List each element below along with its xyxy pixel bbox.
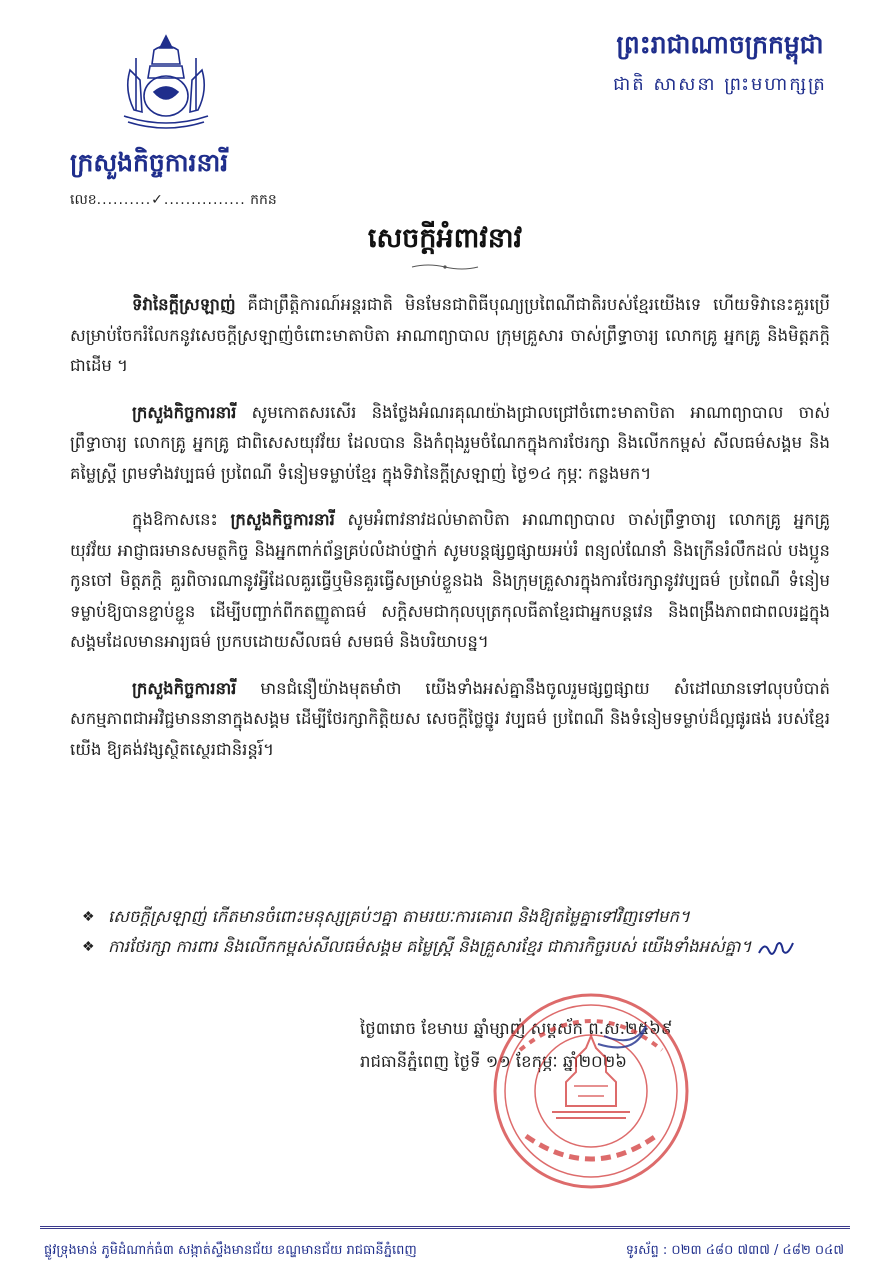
paragraph-text: សូមអំពាវនាវដល់មាតាបិតា អាណាព្យាបាល ចាស់ព្រឹទ្ធាចារ្យ លោកគ្រូ អ្នកគ្រូ យុវវ័យ អាជ្ញាធរមានសមត្ថកិច្ច និងអ្នកពាក់ព័ន្ធគ្រប់លំដាប់ថ្នាក់ សូមបន្តផ្សព្វផ្សាយអប់រំ ពន្យល់ណែនាំ និងក្រើនរំលឹកដល់ បងប្អូន កូនចៅ មិត្តភក្តិ គួរពិចារណានូវអ្វីដែលគួរធ្វើឬមិនគួរធ្វើសម្រាប់ខ្លួនឯង និងក្រុមគ្រួសារក្នុងការថែរក្សានូវវប្បធម៌ ប្រពៃណី ទំនៀមទម្លាប់ឱ្យបានខ្ជាប់ខ្ជួន ដើម្បីបញ្ជាក់ពីកតញ្ញូតាធម៌ សក្តិសមជាកុលបុត្រកុលធីតាខ្មែរជាអ្នកបន្តវេន និងពង្រឹងភាពជាពលរដ្ឋក្នុងសង្គមដែលមានអារ្យធម៌ ប្រកបដោយសីលធម៌ សមធម៌ និងបរិយាបន្ន។ [70, 510, 830, 651]
document-title: សេចក្តីអំពាវនាវ [367, 223, 523, 254]
paragraph-text: គឺជាព្រឹត្តិការណ៍អន្តរជាតិ មិនមែនជាពិធីបុណ្យប្រពៃណីជាតិរបស់ខ្មែរយើងទេ ហើយទិវានេះគួរប្រើសម្រាប់ចែករំលែកនូវសេចក្តីស្រឡាញ់ចំពោះមាតាបិតា អាណាព្យាបាល ក្រុមគ្រួសារ ចាស់ព្រឹទ្ធាចារ្យ លោកគ្រូ អ្នកគ្រូ និងមិត្តភក្តិជាដើម ។ [70, 295, 830, 375]
footer-address: ផ្លូវទ្រុងមាន់ ភូមិដំណាក់ធំ៣ សង្កាត់ស្ទឹងមានជ័យ ខណ្ឌមានជ័យ រាជធានីភ្នំពេញ [44, 1243, 417, 1258]
paragraph-lead: ក្រសួងកិច្ចការនារី [230, 510, 335, 529]
reference-label: លេខ [70, 192, 97, 208]
diamond-bullet-icon: ❖ [82, 909, 95, 925]
bullet-list [82, 902, 842, 962]
reference-number [70, 190, 277, 211]
bullet-text: សេចក្តីស្រឡាញ់ កើតមានចំពោះមនុស្សគ្រប់ៗគ្នា តាមរយៈការគោរព និងឱ្យតម្លៃគ្នាទៅវិញទៅមក។ [108, 907, 690, 926]
paragraph-lead: ក្រសួងកិច្ចការនារី [132, 402, 237, 422]
reference-suffix: កកន [250, 192, 277, 208]
royal-emblem-icon [110, 30, 222, 130]
diamond-bullet-icon: ❖ [82, 939, 95, 955]
bullet-text [108, 932, 797, 962]
footer-phone: ទូរស័ព្ទ : ០២៣ ៤៨០ ៧៣៧ / ៤៨២ ០៤៧ [625, 1243, 844, 1258]
paragraph-4 [70, 674, 830, 766]
paragraph-1 [70, 290, 830, 382]
lunar-date: ថ្ងៃ៣រោច ខែមាឃ ឆ្នាំម្សាញ់ សប្តស័ក ព.ស.២៥៦៩ [360, 1019, 673, 1038]
paragraph-lead: ក្រសួងកិច្ចការនារី [132, 678, 237, 698]
kingdom-heading [590, 30, 850, 99]
national-motto: ជាតិ សាសនា ព្រះមហាក្សត្រ [613, 74, 827, 95]
official-stamp-icon [486, 986, 696, 1196]
paragraph-2 [70, 398, 830, 490]
signature-initials-icon [757, 937, 797, 959]
document-body [70, 290, 830, 781]
footer [44, 1242, 844, 1261]
list-item [82, 932, 842, 962]
paragraph-pre: ក្នុងឱកាសនេះ [132, 510, 231, 529]
paragraph-3 [70, 505, 830, 658]
title-flourish-icon [410, 262, 480, 272]
paragraph-text: សូមកោតសរសើរ និងថ្លែងអំណរគុណយ៉ាងជ្រាលជ្រៅចំពោះមាតាបិតា អាណាព្យាបាល ចាស់ព្រឹទ្ធាចារ្យ លោកគ្រូ អ្នកគ្រូ ជាពិសេសយុវវ័យ ដែលបាន និងកំពុងរួមចំណែកក្នុងការថែរក្សា និងលើកកម្ពស់ សីលធម៌សង្គម និងគម្លៃស្ត្រី ព្រមទាំងវប្បធម៌ ប្រពៃណី ទំនៀមទម្លាប់ខ្មែរ ក្នុងទិវានៃក្តីស្រឡាញ់ ថ្ងៃ១៤ កុម្ភៈ កន្លងមក។ [70, 402, 830, 483]
kingdom-name: ព្រះរាជាណាចក្រកម្ពុជា [616, 30, 824, 59]
footer-divider [40, 1226, 850, 1229]
reference-dots: ..........✓............... [96, 192, 246, 208]
paragraph-text: មានជំនឿយ៉ាងមុតមាំថា យើងទាំងអស់គ្នានឹងចូលរួមផ្សព្វផ្សាយ សំដៅឈានទៅលុបបំបាត់សកម្មភាពជាអវិជ្ជមាននានាក្នុងសង្គម ដើម្បីថែរក្សាកិត្តិយស សេចក្តីថ្លៃថ្នូរ វប្បធម៌ ប្រពៃណី និងទំនៀមទម្លាប់ដ៏ល្អផូរផង់ របស់ខ្មែរយើង ឱ្យគង់វង្សស្ថិតស្ថេរជានិរន្តរ៍។ [70, 678, 830, 759]
ministry-name: ក្រសួងកិច្ចការនារី [70, 148, 229, 177]
paragraph-lead: ទិវានៃក្តីស្រឡាញ់ [132, 295, 236, 314]
list-item [82, 902, 842, 932]
bullet-text-content: ការថែរក្សា ការពារ និងលើកកម្ពស់សីលធម៌សង្គម គម្លៃស្ត្រី និងគ្រួសារខ្មែរ ជាភារកិច្ចរបស់ យើងទាំងអស់គ្នា។ [108, 937, 752, 956]
gregorian-date: រាជធានីភ្នំពេញ ថ្ងៃទី ១១ ខែកុម្ភៈ ឆ្នាំ២០២៦ [360, 1052, 627, 1071]
